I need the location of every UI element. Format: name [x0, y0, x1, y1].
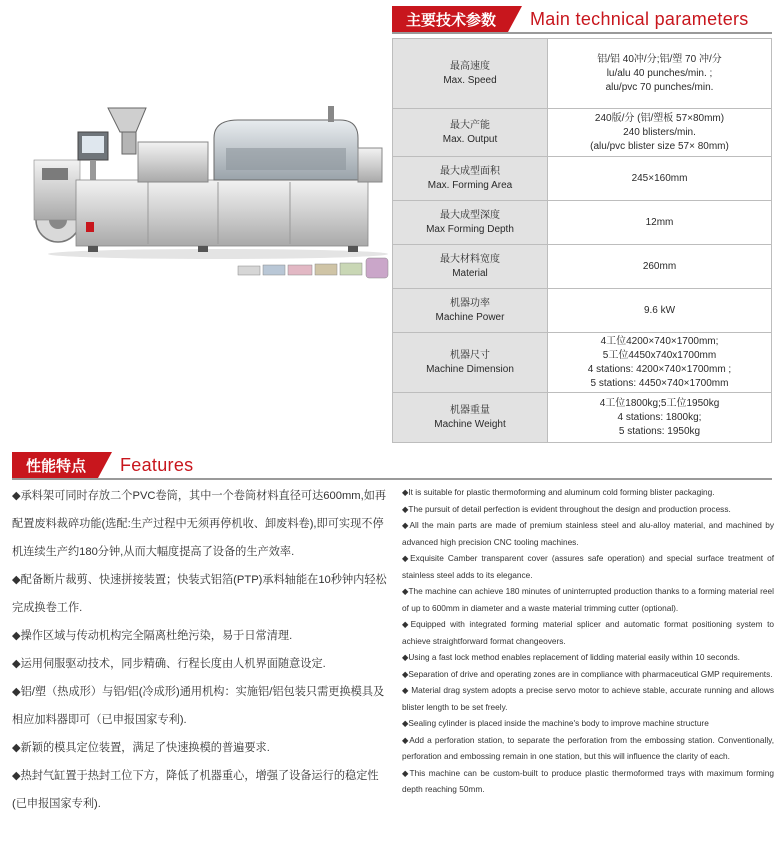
- spec-label-cn: 最大材料宽度: [440, 253, 500, 265]
- spec-value-line: 4 stations: 4200×740×1700mm ;: [587, 363, 732, 375]
- spec-row: [393, 201, 772, 245]
- spec-row: [393, 157, 772, 201]
- features-header-divider: [12, 478, 772, 480]
- spec-value: [548, 39, 772, 109]
- spec-label-cn: 机器功率: [450, 297, 490, 309]
- spec-label-en: Max. Forming Area: [427, 179, 513, 191]
- feature-en-item: ◆ Material drag system adopts a precise servo motor to achieve stable, accurate running and allows blister length to be set freely.: [402, 685, 774, 712]
- spec-label-cn: 机器尺寸: [450, 349, 490, 361]
- feature-cn-item: ◆新颖的模具定位装置，满足了快速换模的普遍要求.: [12, 742, 270, 754]
- spec-row: [393, 289, 772, 333]
- spec-row: [393, 39, 772, 109]
- feature-cn-item: ◆热封气缸置于热封工位下方，降低了机器重心，增强了设备运行的稳定性(已申报国家专利).: [12, 770, 379, 810]
- spec-value: [548, 333, 772, 393]
- spec-value-line: alu/pvc 70 punches/min.: [605, 81, 714, 93]
- feature-en-item: ◆All the main parts are made of premium stainless steel and alu-alloy material, and machined by advanced high precision CNC tooling machines.: [402, 520, 774, 547]
- spec-label-en: Material: [452, 267, 488, 279]
- feature-en-item: ◆Add a perforation station, to separate the perforation from the embossing station. Conventionally, perforation and embossing remain in one station, but this will influence the clarity of each.: [402, 734, 774, 761]
- spec-row: [393, 109, 772, 157]
- features-section-header: [12, 452, 193, 478]
- spec-value-line: 4 stations: 1800kg;: [617, 411, 702, 423]
- spec-label: [393, 109, 548, 157]
- features-title-en: Features: [120, 454, 194, 475]
- specs-title-cn: 主要技术参数: [392, 6, 508, 32]
- feature-en-item: ◆Equipped with integrated forming material splicer and automatic format positioning system to achieve straightforward format changeovers.: [402, 619, 774, 646]
- feature-en-item: ◆It is suitable for plastic thermoforming and aluminum cold forming blister packaging.: [402, 487, 715, 497]
- spec-value: [548, 201, 772, 245]
- feature-cn-item: ◆铝/塑（热成形）与铝/铝(冷成形)通用机构：实施铝/铝包装只需更换模具及相应加料器即可（已申报国家专利).: [12, 686, 385, 726]
- spec-label: [393, 245, 548, 289]
- feature-en-item: ◆Exquisite Camber transparent cover (assures safe operation) and special surface treatment of stainless steel adds to its elegance.: [402, 553, 774, 580]
- spec-value: [548, 393, 772, 443]
- spec-value: [548, 289, 772, 333]
- feature-cn-item: ◆承料架可同时存放二个PVC卷筒，其中一个卷筒材料直径可达600mm,如再配置废料裁碎功能(选配:生产过程中无须再停机收、卸废料卷),即可实现不停机连续生产约180分钟,从而大幅度提高了设备的生产效率.: [12, 490, 387, 558]
- spec-label: [393, 333, 548, 393]
- spec-value-line: 12mm: [645, 216, 674, 228]
- spec-label: [393, 393, 548, 443]
- spec-table: [392, 38, 772, 443]
- spec-label-en: Max. Speed: [443, 74, 497, 86]
- spec-value-line: 5 stations: 4450×740×1700mm: [590, 377, 729, 389]
- spec-label: [393, 39, 548, 109]
- spec-label-cn: 最高速度: [450, 60, 490, 72]
- specs-section-header: [392, 6, 749, 32]
- spec-value-line: 9.6 kW: [643, 304, 676, 316]
- spec-value-line: 5 stations: 1950kg: [618, 425, 701, 437]
- features-cn-list: [12, 482, 388, 818]
- spec-value: [548, 109, 772, 157]
- spec-label-en: Machine Dimension: [426, 363, 514, 375]
- feature-en-item: ◆The pursuit of detail perfection is evident throughout the design and production process.: [402, 503, 731, 514]
- spec-value-line: lu/alu 40 punches/min. ;: [606, 67, 713, 79]
- spec-value-line: 铝/铝 40冲/分;铝/塑 70 冲/分: [597, 53, 722, 65]
- spec-row: [393, 333, 772, 393]
- spec-value-line: 260mm: [642, 260, 677, 272]
- feature-en-item: ◆Separation of drive and operating zones are in compliance with pharmaceutical GMP requirements.: [402, 668, 773, 679]
- spec-value: [548, 245, 772, 289]
- spec-label-cn: 最大产能: [450, 119, 490, 131]
- spec-label-cn: 最大成型深度: [440, 209, 500, 221]
- feature-en-item: ◆This machine can be custom-built to produce plastic thermoformed trays with maximum forming depth reaching 50mm.: [402, 767, 774, 794]
- blister-machine-image: [28, 102, 390, 282]
- spec-label-cn: 最大成型面积: [440, 165, 500, 177]
- spec-value-line: 245×160mm: [631, 172, 688, 184]
- spec-label-en: Machine Power: [435, 311, 505, 323]
- specs-title-en: Main technical parameters: [530, 8, 749, 29]
- spec-value: [548, 157, 772, 201]
- feature-cn-item: ◆运用伺服驱动技术，同步精确、行程长度由人机界面随意设定.: [12, 658, 326, 670]
- spec-label: [393, 201, 548, 245]
- feature-cn-item: ◆操作区域与传动机构完全隔离杜绝污染，易于日常清理.: [12, 630, 293, 642]
- spec-row: [393, 393, 772, 443]
- feature-cn-item: ◆配备断片裁剪、快速拼接装置；快装式铝箔(PTP)承料轴能在10秒钟内轻松完成换卷工作.: [12, 574, 387, 614]
- spec-value-line: 240版/分 (铝/塑板 57×80mm): [594, 112, 725, 124]
- spec-value-line: 4工位4200×740×1700mm;: [600, 335, 719, 347]
- feature-en-item: ◆Using a fast lock method enables replacement of lidding material easily within 10 seconds.: [402, 652, 740, 662]
- spec-label: [393, 289, 548, 333]
- spec-label-cn: 机器重量: [450, 404, 490, 416]
- spec-value-line: 4工位1800kg;5工位1950kg: [599, 397, 720, 409]
- spec-value-line: (alu/pvc blister size 57× 80mm): [590, 140, 729, 152]
- features-title-cn: 性能特点: [12, 452, 98, 478]
- spec-label-en: Machine Weight: [434, 418, 506, 430]
- feature-en-item: ◆Sealing cylinder is placed inside the machine's body to improve machine structure: [402, 718, 709, 728]
- specs-header-divider: [392, 32, 772, 34]
- spec-label: [393, 157, 548, 201]
- spec-row: [393, 245, 772, 289]
- features-en-list: [402, 484, 774, 798]
- spec-label-en: Max. Output: [442, 133, 498, 145]
- feature-en-item: ◆The machine can achieve 180 minutes of uninterrupted production thanks to a forming material reel of up to 600mm in diameter and a waste material trimming cutter (optional).: [402, 586, 774, 613]
- spec-label-en: Max Forming Depth: [426, 223, 514, 235]
- spec-value-line: 240 blisters/min.: [623, 126, 696, 138]
- spec-value-line: 5工位4450x740x1700mm: [602, 349, 717, 361]
